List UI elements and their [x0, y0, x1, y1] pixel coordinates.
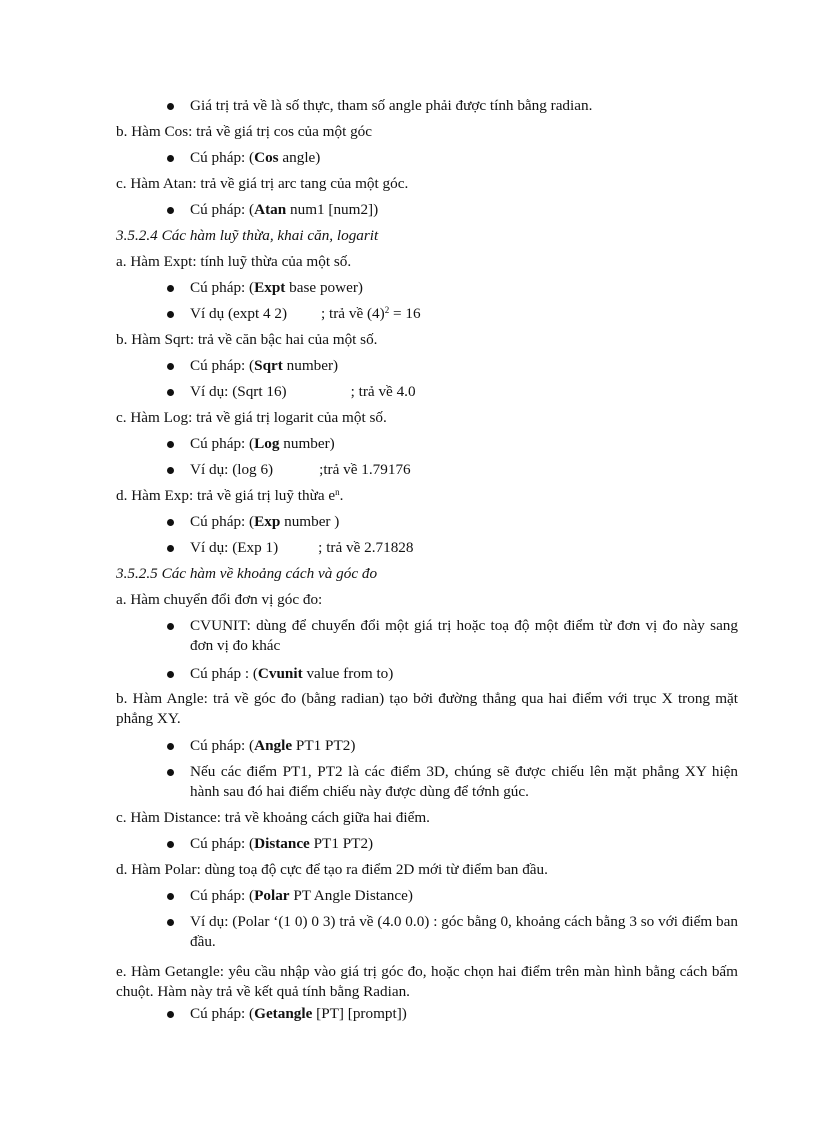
bullet-icon [167, 155, 174, 162]
bullet-icon [167, 919, 174, 926]
bullet-icon [167, 743, 174, 750]
list-item-text: Cú pháp: (Log number) [190, 435, 335, 452]
bullet-icon [167, 671, 174, 678]
paragraph: c. Hàm Distance: trả về khoảng cách giữa hai điểm. [116, 809, 430, 826]
list-item-text: Cú pháp : (Cvunit value from to) [190, 665, 394, 682]
bullet-icon [167, 519, 174, 526]
bullet-icon [167, 363, 174, 370]
function-keyword: Getangle [254, 1005, 313, 1022]
function-keyword: Angle [254, 737, 293, 754]
section-heading: 3.5.2.4 Các hàm luỹ thừa, khai căn, logarit [116, 227, 379, 244]
paragraph: b. Hàm Cos: trả về giá trị cos của một góc [116, 123, 373, 140]
list-item-text: Cú pháp: (Polar PT Angle Distance) [190, 887, 413, 904]
section-heading: 3.5.2.5 Các hàm về khoảng cách và góc đo [116, 565, 378, 582]
list-item-text: Ví dụ: (Sqrt 16) ; trả về 4.0 [190, 383, 416, 400]
bullet-icon [167, 769, 174, 776]
function-keyword: Atan [254, 201, 287, 218]
function-keyword: Distance [254, 835, 310, 852]
paragraph: d. Hàm Exp: trả về giá trị luỹ thừa $e^n$. [116, 487, 344, 504]
function-keyword: Exp [254, 513, 281, 530]
function-keyword: Polar [254, 887, 290, 904]
list-item-text: Cú pháp: (Distance PT1 PT2) [190, 835, 374, 852]
list-item-text: Ví dụ: (log 6) ;trả về 1.79176 [190, 461, 411, 478]
function-keyword: Log [254, 435, 280, 452]
paragraph: c. Hàm Log: trả về giá trị logarit của một số. [116, 409, 387, 426]
bullet-icon [167, 311, 174, 318]
bullet-icon [167, 623, 174, 630]
list-item-text: CVUNIT: dùng để chuyển đổi một giá trị hoặc toạ độ một điểm từ đơn vị đo này sang đơn vị đo khác [190, 617, 738, 654]
list-item-text: Cú pháp: (Angle PT1 PT2) [190, 737, 356, 754]
bullet-icon [167, 545, 174, 552]
bullet-icon [167, 841, 174, 848]
bullet-icon [167, 103, 174, 110]
bullet-icon [167, 441, 174, 448]
paragraph: b. Hàm Angle: trả về góc đo (bằng radian) tạo bởi đường thẳng qua hai điểm với trục X trong mặt phẳng XY. [116, 690, 738, 727]
bullet-icon [167, 893, 174, 900]
list-item-text: Cú pháp: (Expt base power) [190, 279, 363, 296]
list-item-text: Cú pháp: (Atan num1 [num2]) [190, 201, 379, 218]
paragraph: c. Hàm Atan: trả về giá trị arc tang của một góc. [116, 175, 409, 192]
list-item-text: Cú pháp: (Getangle [PT] [prompt]) [190, 1005, 407, 1022]
paragraph: b. Hàm Sqrt: trả về căn bậc hai của một số. [116, 331, 378, 348]
list-item-text: Nếu các điểm PT1, PT2 là các điểm 3D, chúng sẽ được chiếu lên mặt phẳng XY hiện hành sau đó hai điểm chiếu này được dùng để tớnh gúc. [190, 763, 738, 800]
bullet-icon [167, 207, 174, 214]
function-keyword: Sqrt [254, 357, 283, 374]
list-item-text: Cú pháp: (Cos angle) [190, 149, 321, 166]
bullet-icon [167, 1011, 174, 1018]
paragraph: a. Hàm Expt: tính luỹ thừa của một số. [116, 253, 352, 270]
paragraph: d. Hàm Polar: dùng toạ độ cực để tạo ra điểm 2D mới từ điểm ban đầu. [116, 861, 548, 878]
list-item-text: Ví dụ: (Exp 1) ; trả về 2.71828 [190, 539, 414, 556]
paragraph: a. Hàm chuyển đổi đơn vị góc đo: [116, 591, 323, 608]
list-item-text: Ví dụ: (Polar ‘(1 0) 0 3) trả về (4.0 0.0) : góc bằng 0, khoảng cách bằng 3 so với điểm ban đầu. [190, 913, 738, 950]
bullet-icon [167, 389, 174, 396]
function-keyword: Cvunit [257, 665, 303, 682]
paragraph: e. Hàm Getangle: yêu cầu nhập vào giá trị góc đo, hoặc chọn hai điểm trên màn hình bằng cách bấm chuột. Hàm này trả về kết quả tính bằng Radian. [116, 963, 738, 1000]
list-item-text: Cú pháp: (Exp number ) [190, 513, 340, 530]
list-item-text: Ví dụ (expt 4 2) ; trả về $(4)^2 = 16$ [190, 305, 421, 322]
bullet-icon [167, 467, 174, 474]
bullet-icon [167, 285, 174, 292]
list-item-text: Cú pháp: (Sqrt number) [190, 357, 339, 374]
list-item-text: Giá trị trả về là số thực, tham số angle phải được tính bằng radian. [190, 97, 593, 114]
function-keyword: Cos [254, 149, 279, 166]
function-keyword: Expt [254, 279, 286, 296]
